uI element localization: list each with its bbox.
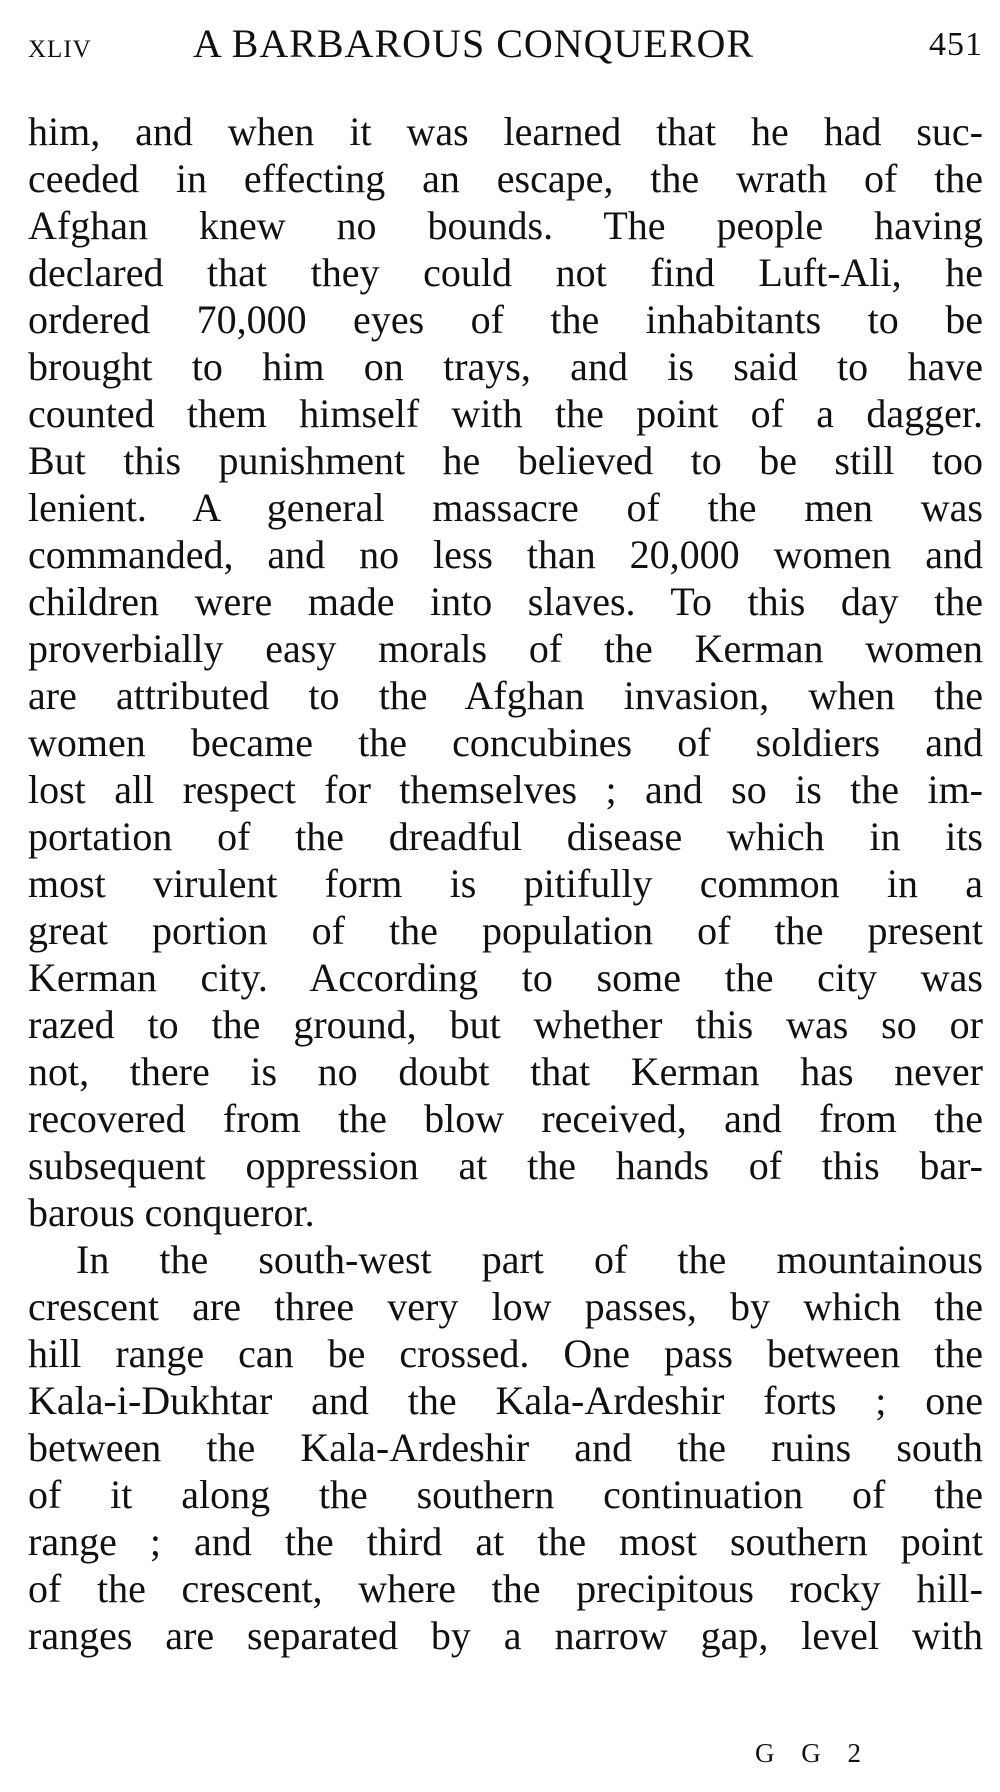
paragraph-1	[28, 108, 983, 1236]
text-line: are attributed to the Afghan invasion, when the	[28, 673, 983, 718]
text-line: him, and when it was learned that he had suc-	[28, 109, 983, 154]
text-line: brought to him on trays, and is said to have	[28, 344, 983, 389]
text-line: barous conqueror.	[28, 1190, 315, 1235]
text-line: Kerman city. According to some the city was	[28, 955, 983, 1000]
text-line: between the Kala-Ardeshir and the ruins south	[28, 1425, 983, 1470]
text-line: ranges are separated by a narrow gap, level with	[28, 1613, 983, 1658]
text-line: recovered from the blow received, and from the	[28, 1096, 983, 1141]
body-text	[28, 108, 983, 1659]
text-line: razed to the ground, but whether this was so or	[28, 1002, 983, 1047]
text-line: commanded, and no less than 20,000 women and	[28, 532, 983, 577]
text-line: great portion of the population of the present	[28, 908, 983, 953]
text-line: ceeded in effecting an escape, the wrath of the	[28, 156, 983, 201]
text-line: declared that they could not find Luft-Ali, he	[28, 250, 983, 295]
text-line: women became the concubines of soldiers and	[28, 720, 983, 765]
text-line: not, there is no doubt that Kerman has never	[28, 1049, 983, 1094]
text-line: of it along the southern continuation of the	[28, 1472, 983, 1517]
signature-mark: G G 2	[755, 1738, 871, 1768]
text-line: ordered 70,000 eyes of the inhabitants to be	[28, 297, 983, 342]
text-line: hill range can be crossed. One pass between the	[28, 1331, 983, 1376]
running-title: A BARBAROUS CONQUEROR	[193, 21, 755, 66]
running-header	[28, 20, 983, 76]
text-line: portation of the dreadful disease which in its	[28, 814, 983, 859]
text-line: of the crescent, where the precipitous rocky hill-	[28, 1566, 983, 1611]
text-line: But this punishment he believed to be still too	[28, 438, 983, 483]
text-line: Afghan knew no bounds. The people having	[28, 203, 983, 248]
text-line: Kala-i-Dukhtar and the Kala-Ardeshir forts ; one	[28, 1378, 983, 1423]
paragraph-2	[28, 1236, 983, 1659]
text-line: counted them himself with the point of a dagger.	[28, 391, 983, 436]
text-line: lost all respect for themselves ; and so is the im-	[28, 767, 983, 812]
text-line: In the south-west part of the mountainous	[76, 1237, 983, 1282]
text-line: proverbially easy morals of the Kerman women	[28, 626, 983, 671]
text-line: subsequent oppression at the hands of this bar-	[28, 1143, 983, 1188]
text-line: range ; and the third at the most southern point	[28, 1519, 983, 1564]
text-line: lenient. A general massacre of the men was	[28, 485, 983, 530]
page-number: 451	[929, 26, 983, 63]
chapter-number: XLIV	[28, 36, 92, 63]
text-line: most virulent form is pitifully common in a	[28, 861, 983, 906]
text-line: children were made into slaves. To this day the	[28, 579, 983, 624]
text-line: crescent are three very low passes, by which the	[28, 1284, 983, 1329]
